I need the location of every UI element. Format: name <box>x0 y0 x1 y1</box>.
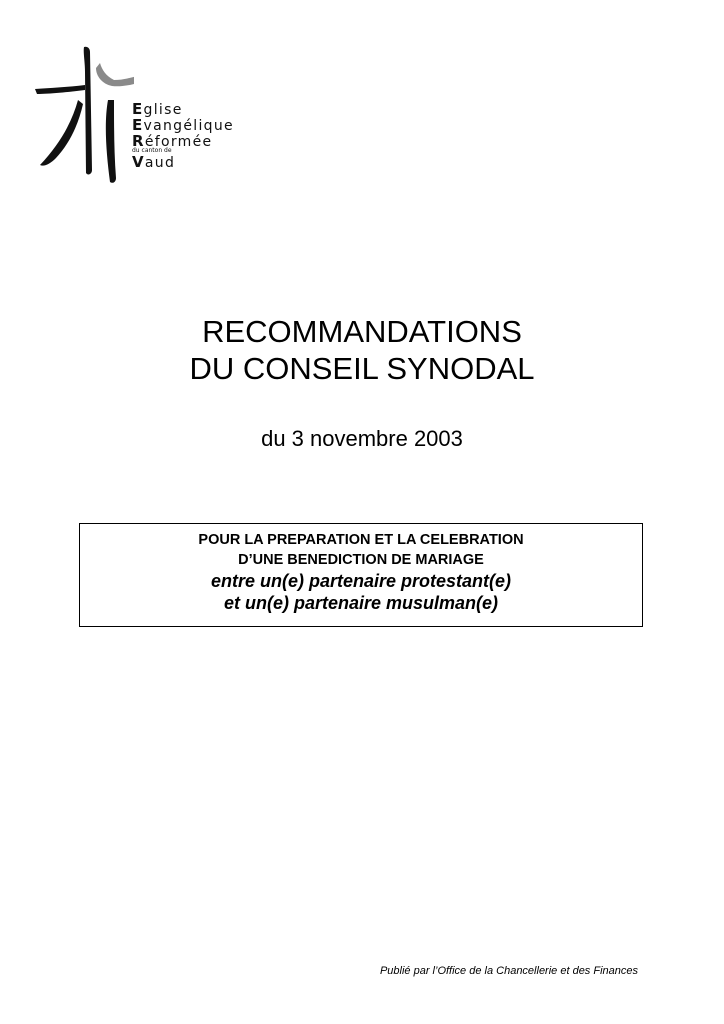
church-logo <box>34 42 238 188</box>
publisher-note: Publié par l’Office de la Chancellerie et des Finances <box>379 965 638 977</box>
subject-line-1: POUR LA PREPARATION ET LA CELEBRATION <box>198 532 524 548</box>
title-line-2: DU CONSEIL SYNODAL <box>189 351 535 386</box>
cross-brush-icon <box>34 42 134 188</box>
logo-line-reformee: Réformée <box>132 132 213 150</box>
logo-line-evangelique: Evangélique <box>132 116 234 134</box>
subject-box <box>79 523 643 627</box>
subject-line-4: et un(e) partenaire musulman(e) <box>223 593 499 613</box>
document-date: du 3 novembre 2003 <box>261 426 463 451</box>
logo-line-canton: du canton de <box>132 147 172 154</box>
logo-line-eglise: Eglise <box>132 100 183 118</box>
title-line-1: RECOMMANDATIONS <box>202 314 522 349</box>
subject-line-3: entre un(e) partenaire protestant(e) <box>210 571 512 591</box>
logo-line-vaud: Vaud <box>132 153 176 171</box>
subject-line-2: D’UNE BENEDICTION DE MARIAGE <box>238 552 484 568</box>
logo-wordmark <box>132 102 234 171</box>
document-title <box>0 313 724 387</box>
